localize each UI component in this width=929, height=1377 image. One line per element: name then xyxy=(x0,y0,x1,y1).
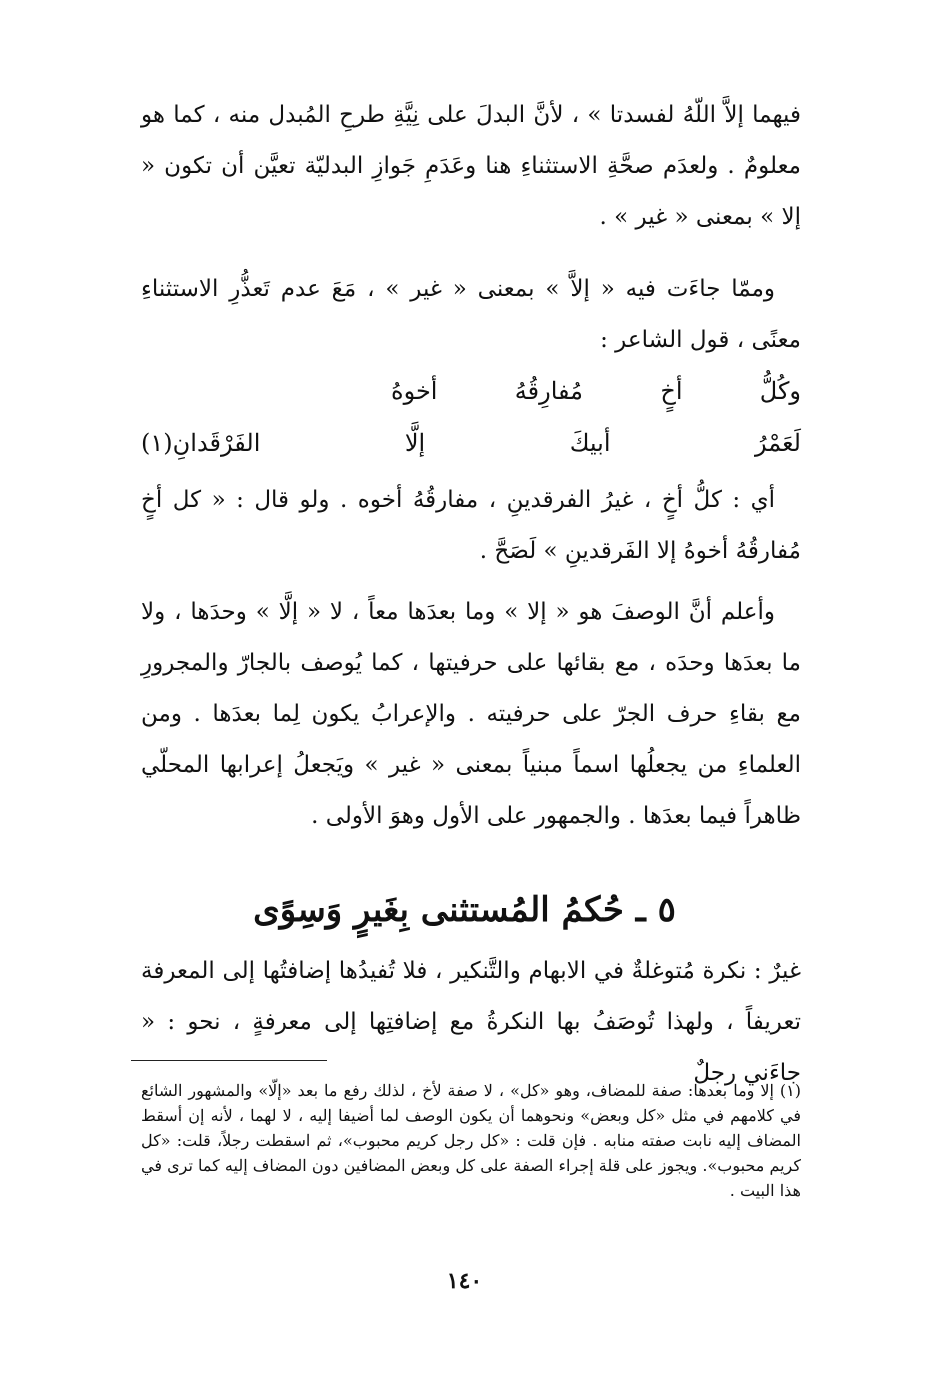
verse-2-word-2: أبيكَ xyxy=(569,429,611,457)
paragraph-3-block xyxy=(141,475,801,577)
paragraph-4-block xyxy=(141,587,801,842)
verse-1-word-2: أخٍ xyxy=(660,377,683,405)
verse-2-word-3: إلَّا xyxy=(404,429,426,457)
poem-verse-1 xyxy=(141,365,801,417)
poem xyxy=(141,365,801,469)
verse-1-word-4: أخوهُ xyxy=(391,377,438,405)
footnote: (١) إلا وما بعدها: صفة للمضاف، وهو «كل» ، لا صفة لأخ ، لذلك رفع ما بعد «إلّا» والمشهور الشائع في كلامهم في مثل «كل وبعض» ونحوهما أن يكون الوصف لما أضيفا إليه ، لا لهما ، لأنه إن أسقط المضاف إليه نابت صفته منابه . فإن قلت : «كل رجل كريم محبوب»، ثم اسقطت رجلاً، قلت: «كل كريم محبوب». ويجوز على قلة إجراء الصفة على كل وبعض المضافين دون المضاف إليه كما ترى في هذا البيت . xyxy=(141,1081,801,1200)
verse-1-word-1: وكُلُّ xyxy=(759,377,801,405)
poem-verse-2 xyxy=(141,417,801,469)
page-number: ١٤٠ xyxy=(446,1268,483,1294)
paragraph-2: وممّا جاءَت فيه « إلاَّ » بمعنى « غير » ، مَعَ عدم تَعذُّرِ الاستثناءِ معنًى ، قول الشاعر : xyxy=(141,276,801,353)
paragraph-1: فيهما إلاَّ اللّهُ لفسدتا » ، لأنَّ البدلَ على نِيَّةِ طرحِ المُبدل منه ، كما هو معلومٌ . ولعدَم صحَّةِ الاستثناءِ هنا وعَدَمِ جَوازِ البدليّة تعيَّن أن تكون « إلا » بمعنى « غير » . xyxy=(141,102,801,230)
verse-2-word-4: الفَرْقَدانِ(١) xyxy=(141,429,261,457)
verse-1-word-3: مُفارِقُهُ xyxy=(514,377,584,405)
section-heading: ٥ ـ حُكمُ المُستثنى بِغَيرٍ وَسِوًى xyxy=(253,890,676,930)
footnote-separator xyxy=(131,1060,327,1061)
paragraph-5-block xyxy=(141,946,801,1099)
paragraph-1-block xyxy=(141,90,801,243)
verse-2-word-1: لَعَمْرُ xyxy=(754,429,801,457)
paragraph-3: أي : كلُّ أخٍ ، غيرُ الفرقدينِ ، مفارقُهُ أخوه . ولو قال : « كل أخٍ مُفارقُهُ أخوهُ إلا الفَرقدينِ » لَصَحَّ . xyxy=(141,487,801,564)
paragraph-5: غيرٌ : نكرة مُتوغلةٌ في الابهام والتَّنكير ، فلا تُفيدُها إضافتُها إلى المعرفة تعريفاً ، ولهذا تُوصَفُ بها النكرةُ مع إضافتِها إلى معرفةٍ ، نحو : « جاءَني رجلٌ xyxy=(141,958,801,1086)
paragraph-4: وأعلم أنَّ الوصفَ هو « إلا » وما بعدَها معاً ، لا « إلَّا » وحدَها ، ولا ما بعدَها وحدَه ، مع بقائها على حرفيتها ، كما يُوصف بالجارّ والمجرورِ مع بقاءِ حرف الجرّ على حرفيته . والإعرابُ يكون لِما بعدَها . ومن العلماءِ من يجعلُها اسماً مبنياً بمعنى « غير » ويَجعلُ إعرابها المحلّي ظاهراً فيما بعدَها . والجمهور على الأول وهوَ الأولى . xyxy=(141,599,801,829)
paragraph-2-block xyxy=(141,264,801,366)
